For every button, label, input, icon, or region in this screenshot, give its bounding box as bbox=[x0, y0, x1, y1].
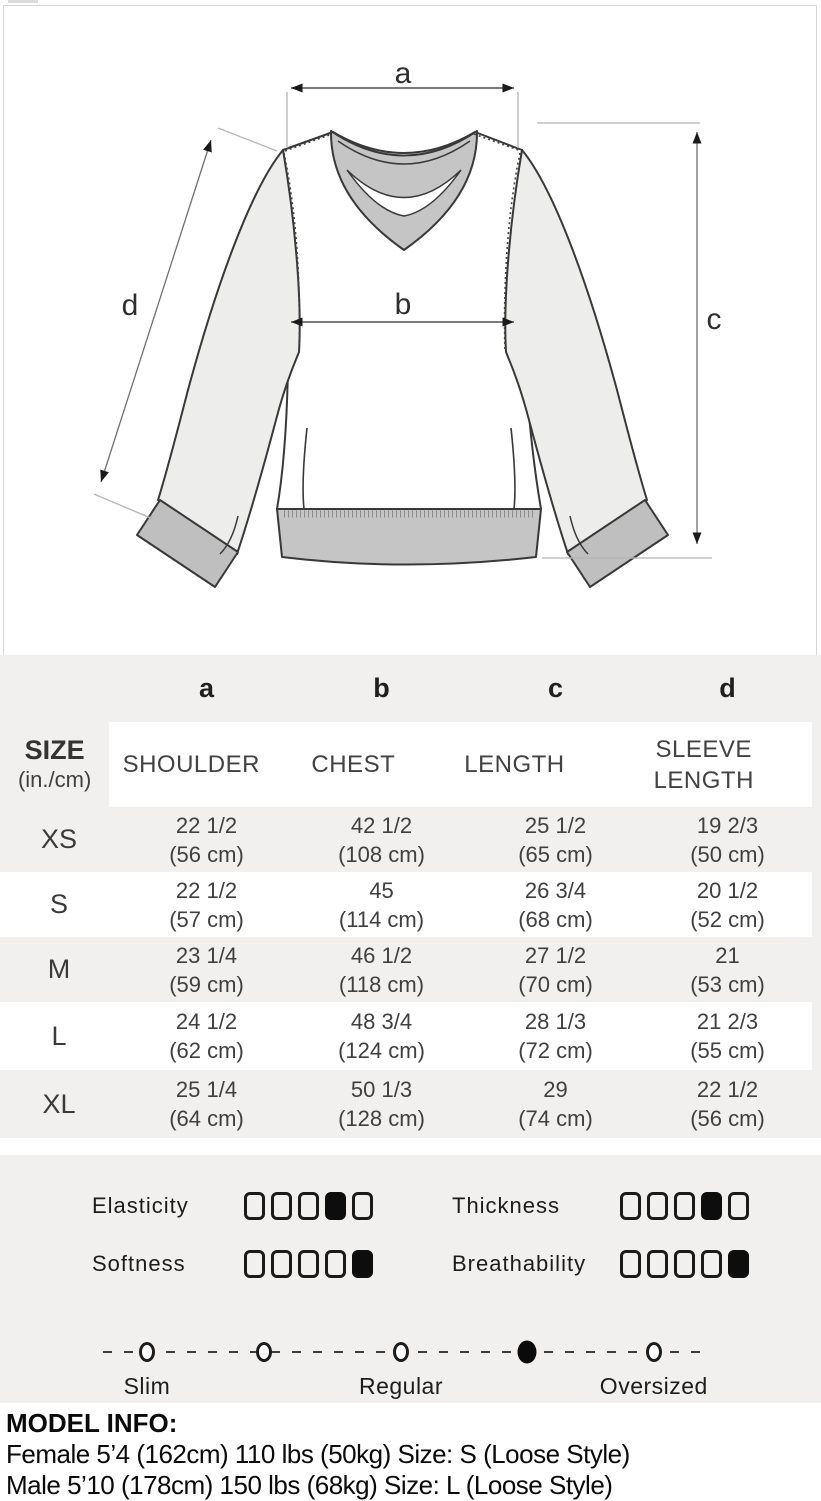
fit-scale-labels bbox=[103, 1373, 708, 1403]
size-label: XL bbox=[42, 1088, 76, 1119]
rating-square bbox=[620, 1250, 641, 1278]
cell-chest: 42 1/2 (108 cm) bbox=[338, 812, 425, 867]
table-row-xl bbox=[0, 1070, 812, 1138]
model-info-title: MODEL INFO: bbox=[6, 1408, 178, 1438]
cell-shoulder: 22 1/2 (57 cm) bbox=[169, 877, 244, 932]
cell-chest: 46 1/2 (118 cm) bbox=[338, 942, 425, 997]
rating-square-filled bbox=[352, 1250, 373, 1278]
rating-square bbox=[647, 1250, 668, 1278]
a-dimension-label: a bbox=[394, 57, 412, 90]
rating-square-filled bbox=[728, 1250, 749, 1278]
d-extension-top bbox=[218, 128, 277, 151]
letter-header-spacer bbox=[0, 655, 118, 722]
garment-diagram-section bbox=[0, 0, 821, 655]
size-label: M bbox=[47, 954, 71, 984]
letter-header-d: d bbox=[719, 673, 736, 703]
rating-row bbox=[0, 1235, 821, 1293]
rating-square-filled bbox=[701, 1192, 722, 1220]
fit-label-slim: Slim bbox=[123, 1373, 171, 1399]
fit-dot bbox=[256, 1342, 272, 1362]
rating-square bbox=[701, 1250, 722, 1278]
rating-label-softness: Softness bbox=[92, 1251, 186, 1276]
table-corner-cell bbox=[0, 722, 109, 807]
model-info-male: Male 5’10 (178cm) 150 lbs (68kg) Size: L (Loose Style) bbox=[6, 1470, 613, 1500]
d-dimension-label: d bbox=[121, 289, 139, 322]
fabric-properties-section bbox=[0, 1155, 821, 1403]
rating-square bbox=[325, 1250, 346, 1278]
cell-length: 29 (74 cm) bbox=[518, 1077, 593, 1131]
table-row-m bbox=[0, 937, 812, 1002]
rating-square bbox=[352, 1192, 373, 1220]
section-divider bbox=[0, 1138, 821, 1155]
rating-square bbox=[298, 1192, 319, 1220]
size-table bbox=[0, 655, 821, 1138]
cell-length: 25 1/2 (65 cm) bbox=[518, 812, 593, 867]
rating-row bbox=[0, 1177, 821, 1235]
cell-length: 27 1/2 (70 cm) bbox=[518, 942, 593, 997]
cell-shoulder: 23 1/4 (59 cm) bbox=[169, 942, 244, 997]
rating-square bbox=[271, 1250, 292, 1278]
cell-shoulder: 25 1/4 (64 cm) bbox=[169, 1077, 244, 1131]
c-dimension-label: c bbox=[706, 303, 722, 336]
rating-square bbox=[244, 1192, 265, 1220]
fit-label-oversized: Oversized bbox=[599, 1373, 708, 1399]
cell-sleeve: 21 2/3 (55 cm) bbox=[690, 1009, 765, 1063]
rating-squares-breathability bbox=[620, 1250, 821, 1278]
table-letter-header-row bbox=[0, 655, 812, 722]
column-header-length: LENGTH bbox=[433, 722, 595, 807]
cell-sleeve: 19 2/3 (50 cm) bbox=[690, 812, 765, 867]
cell-sleeve: 22 1/2 (56 cm) bbox=[690, 1077, 765, 1131]
cell-shoulder: 24 1/2 (62 cm) bbox=[169, 1009, 244, 1063]
rating-square bbox=[728, 1192, 749, 1220]
rating-squares-elasticity bbox=[244, 1192, 452, 1220]
sweatshirt-diagram bbox=[0, 0, 821, 655]
rating-square-filled bbox=[325, 1192, 346, 1220]
fit-dot bbox=[646, 1342, 662, 1362]
cell-chest: 50 1/3 (128 cm) bbox=[338, 1077, 425, 1131]
d-extension-bottom bbox=[94, 494, 153, 519]
corner-subtitle: (in./cm) bbox=[17, 767, 92, 792]
size-label: L bbox=[51, 1020, 67, 1051]
fit-dot bbox=[139, 1342, 155, 1362]
rating-label-thickness: Thickness bbox=[452, 1193, 561, 1218]
cell-length: 26 3/4 (68 cm) bbox=[518, 877, 593, 932]
fit-label-regular: Regular bbox=[358, 1373, 444, 1399]
letter-header-a: a bbox=[198, 673, 215, 703]
size-label: S bbox=[49, 889, 68, 919]
table-row-l bbox=[0, 1002, 812, 1070]
rating-square bbox=[674, 1192, 695, 1220]
rating-square bbox=[298, 1250, 319, 1278]
rating-label-elasticity: Elasticity bbox=[92, 1193, 189, 1218]
rating-squares-thickness bbox=[620, 1192, 821, 1220]
column-header-chest: CHEST bbox=[273, 722, 433, 807]
model-info-section bbox=[0, 1403, 821, 1500]
rating-square bbox=[674, 1250, 695, 1278]
letter-header-b: b bbox=[373, 673, 390, 703]
cell-shoulder: 22 1/2 (56 cm) bbox=[169, 812, 244, 867]
rating-square bbox=[244, 1250, 265, 1278]
table-row-s bbox=[0, 872, 812, 937]
size-label: XS bbox=[40, 824, 78, 854]
column-header-shoulder: SHOULDER bbox=[109, 722, 273, 807]
fit-dot bbox=[393, 1342, 409, 1362]
cell-chest: 45 (114 cm) bbox=[338, 877, 425, 932]
letter-header-c: c bbox=[547, 673, 564, 703]
model-info-female: Female 5’4 (162cm) 110 lbs (50kg) Size: S (Loose Style) bbox=[6, 1439, 630, 1469]
table-column-header-row bbox=[0, 722, 812, 807]
fit-scale bbox=[103, 1339, 705, 1365]
rating-square bbox=[620, 1192, 641, 1220]
cell-sleeve: 21 (53 cm) bbox=[690, 942, 765, 997]
table-row-xs bbox=[0, 807, 812, 872]
rating-squares-softness bbox=[244, 1250, 452, 1278]
cell-sleeve: 20 1/2 (52 cm) bbox=[690, 877, 765, 932]
b-dimension-label: b bbox=[394, 288, 412, 321]
fit-dot-selected bbox=[518, 1341, 537, 1364]
cell-chest: 48 3/4 (124 cm) bbox=[338, 1009, 425, 1063]
rating-square bbox=[647, 1192, 668, 1220]
rating-label-breathability: Breathability bbox=[452, 1251, 587, 1276]
cell-length: 28 1/3 (72 cm) bbox=[518, 1009, 593, 1063]
rating-square bbox=[271, 1192, 292, 1220]
column-header-sleeve-length: SLEEVE LENGTH bbox=[595, 722, 812, 807]
corner-title: SIZE bbox=[24, 735, 85, 765]
